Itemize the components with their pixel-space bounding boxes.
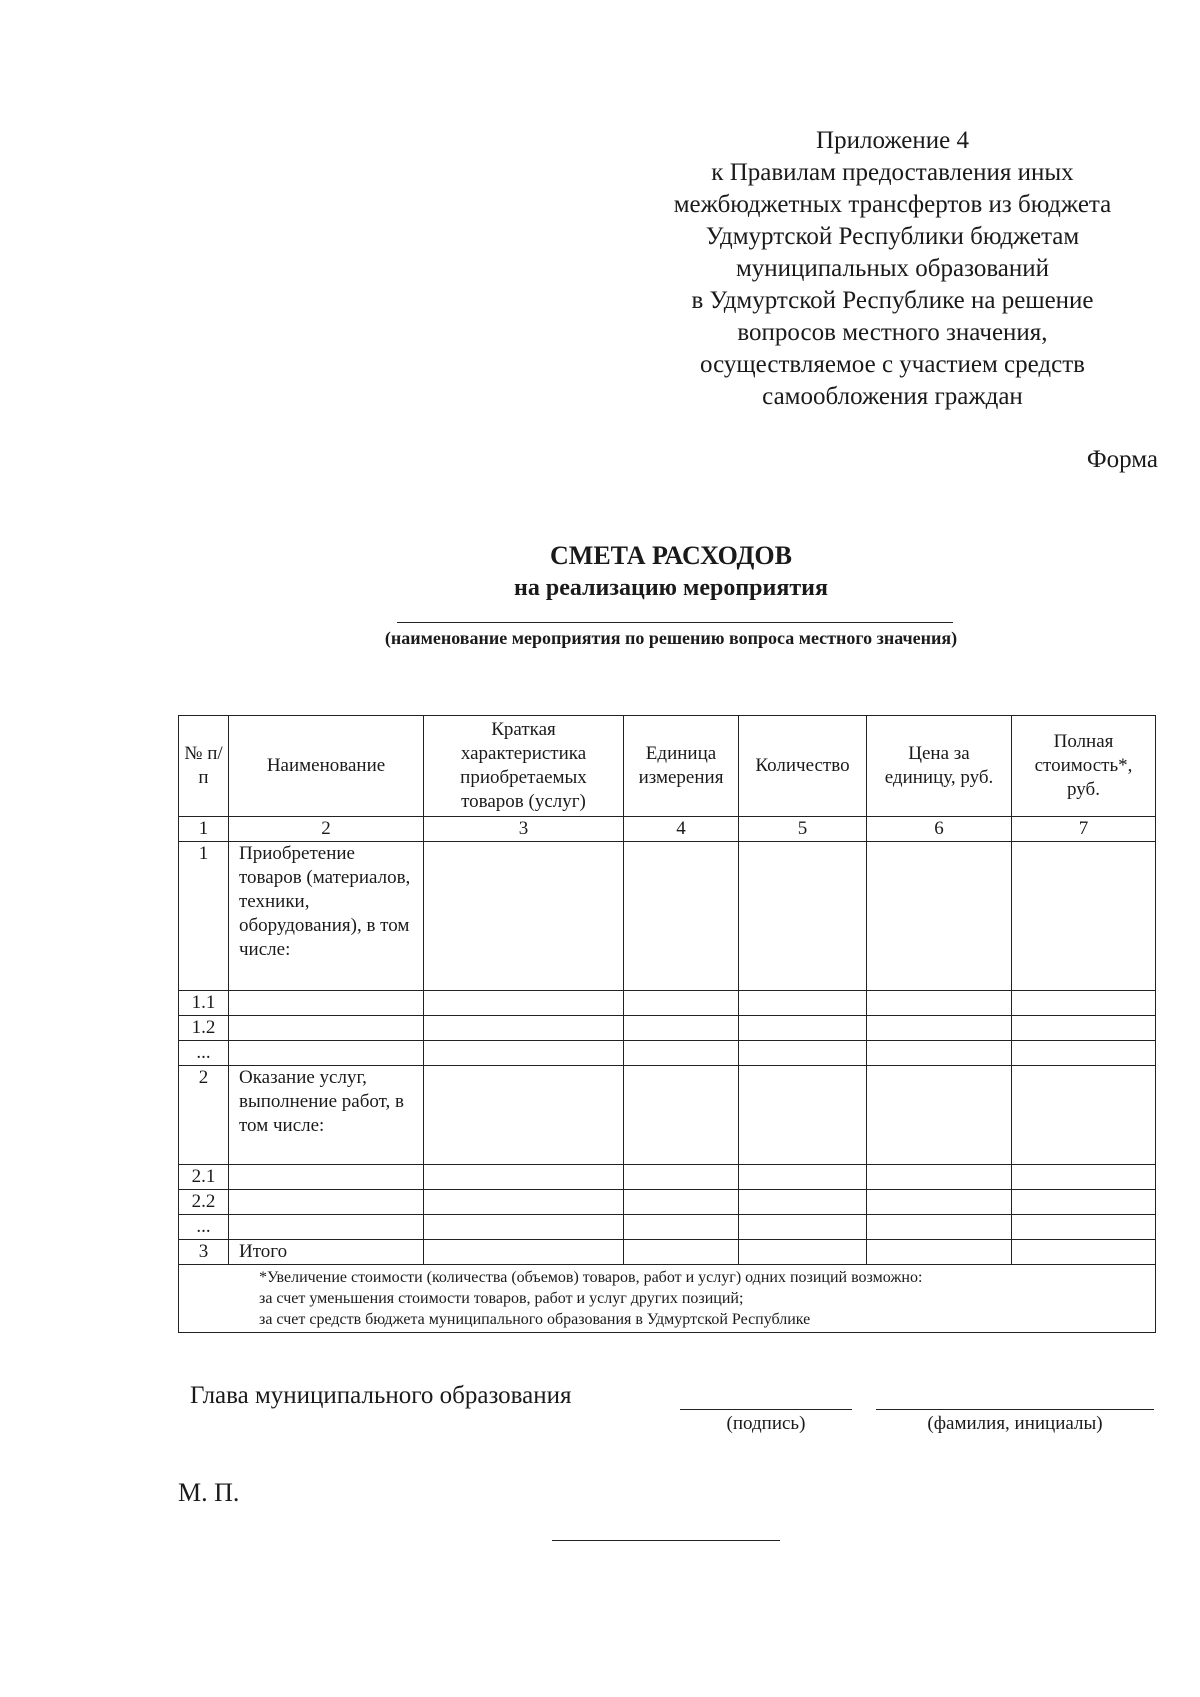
event-name-blank-line — [397, 622, 953, 623]
appendix-line: Приложение 4 — [816, 127, 969, 154]
column-header: Полная стоимость*, руб. — [1012, 716, 1156, 817]
event-name-caption: (наименование мероприятия по решению вопроса местного значения) — [384, 628, 958, 648]
row-name — [229, 1215, 424, 1240]
column-number: 6 — [867, 817, 1012, 842]
estimate-table — [178, 715, 1156, 1333]
row-number: 1 — [179, 842, 229, 991]
table-row-total — [179, 1240, 1156, 1265]
column-header: Краткая характеристика приобретаемых товаров (услуг) — [424, 716, 624, 817]
table-header-row — [179, 716, 1156, 817]
column-number: 1 — [179, 817, 229, 842]
name-blank-line — [876, 1409, 1154, 1410]
column-header: Цена за единицу, руб. — [867, 716, 1012, 817]
table-footnote — [179, 1265, 1156, 1333]
table-footnote-row — [179, 1265, 1156, 1333]
appendix-header — [640, 125, 1145, 413]
column-number: 7 — [1012, 817, 1156, 842]
table-row — [179, 1215, 1156, 1240]
appendix-line: Удмуртской Республики бюджетам — [705, 223, 1080, 250]
row-number: 2 — [179, 1066, 229, 1165]
stamp-place-label: М. П. — [178, 1478, 240, 1507]
appendix-line: самообложения граждан — [762, 383, 1023, 410]
column-number: 3 — [424, 817, 624, 842]
column-header: Количество — [739, 716, 867, 817]
signature-caption: (подпись) — [726, 1413, 806, 1434]
document-title: СМЕТА РАСХОДОВ — [550, 541, 792, 570]
footnote-line: за счет уменьшения стоимости товаров, работ и услуг других позиций; — [259, 1290, 744, 1307]
column-number-row — [179, 817, 1156, 842]
row-name — [229, 1041, 424, 1066]
appendix-line: муниципальных образований — [735, 255, 1050, 282]
row-number: 3 — [179, 1240, 229, 1265]
signature-blank-line — [680, 1409, 852, 1410]
column-header: Единица измерения — [624, 716, 739, 817]
row-name: Оказание услуг, выполнение работ, в том числе: — [229, 1066, 424, 1165]
name-caption: (фамилия, инициалы) — [927, 1413, 1103, 1434]
row-name — [229, 1016, 424, 1041]
column-header: № п/п — [179, 716, 229, 817]
form-label: Форма — [1086, 446, 1158, 473]
footnote-line: за счет средств бюджета муниципального образования в Удмуртской Республике — [259, 1311, 811, 1328]
table-row — [179, 842, 1156, 991]
table-row — [179, 991, 1156, 1016]
appendix-line: осуществляемое с участием средств — [700, 351, 1085, 378]
row-number: 1.1 — [179, 991, 229, 1016]
row-number: 1.2 — [179, 1016, 229, 1041]
table-row — [179, 1041, 1156, 1066]
row-number: ... — [179, 1215, 229, 1240]
table-row — [179, 1016, 1156, 1041]
table-row — [179, 1165, 1156, 1190]
column-number: 4 — [624, 817, 739, 842]
table-row — [179, 1066, 1156, 1165]
head-of-municipality-label: Глава муниципального образования — [190, 1382, 572, 1409]
row-number: 2.1 — [179, 1165, 229, 1190]
document-subtitle: на реализацию мероприятия — [514, 575, 828, 601]
row-number: 2.2 — [179, 1190, 229, 1215]
row-name: Приобретение товаров (материалов, техники, оборудования), в том числе: — [229, 842, 424, 991]
column-number: 2 — [229, 817, 424, 842]
footnote-line: *Увеличение стоимости (количества (объемов) товаров, работ и услуг) одних позиций возможно: — [259, 1269, 923, 1286]
appendix-line: межбюджетных трансфертов из бюджета — [673, 191, 1112, 218]
row-name: Итого — [229, 1240, 424, 1265]
row-name — [229, 1190, 424, 1215]
appendix-line: к Правилам предоставления иных — [711, 159, 1074, 186]
column-number: 5 — [739, 817, 867, 842]
table-row — [179, 1190, 1156, 1215]
column-header: Наименование — [229, 716, 424, 817]
appendix-line: в Удмуртской Республике на решение — [691, 287, 1094, 314]
row-name — [229, 991, 424, 1016]
row-number: ... — [179, 1041, 229, 1066]
row-name — [229, 1165, 424, 1190]
appendix-line: вопросов местного значения, — [737, 319, 1048, 346]
bottom-blank-line — [552, 1540, 780, 1541]
